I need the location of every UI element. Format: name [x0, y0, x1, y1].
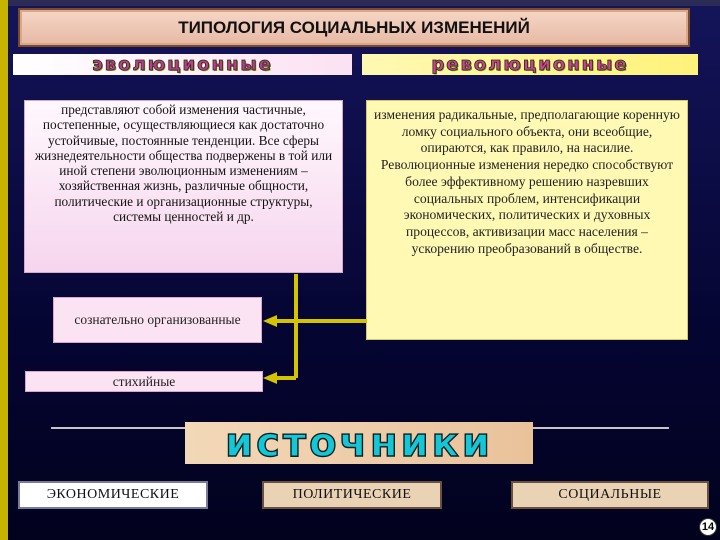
sources-heading: источники	[185, 422, 533, 464]
source-economic: ЭКОНОМИЧЕСКИЕ	[18, 481, 208, 509]
slide-title: ТИПОЛОГИЯ СОЦИАЛЬНЫХ ИЗМЕНЕНИЙ	[18, 8, 690, 47]
arrow-to-spontaneous	[263, 372, 277, 384]
subtype-bracket	[255, 272, 375, 387]
revolutionary-heading: революционные	[362, 54, 698, 75]
source-social: СОЦИАЛЬНЫЕ	[511, 481, 709, 509]
arrow-to-organized	[263, 315, 277, 327]
page-number-badge: 14	[699, 518, 717, 536]
evolutionary-heading: эволюционные	[13, 54, 352, 75]
evolutionary-description: представляют собой изменения частичные, постепенные, осуществляющиеся как достаточно устойчивые, постоянные тенденции. Все сферы жизнедеятельности общества подвержены в той или иной степени эволюционным изменениям – хозяйственная жизнь, различные общности, политические и организационные структуры, системы ценностей и др.	[24, 100, 343, 273]
left-frame-stripe	[0, 0, 8, 540]
subtype-spontaneous: стихийные	[25, 371, 263, 392]
revolutionary-description: изменения радикальные, предполагающие коренную ломку социального объекта, они всеобщие, опираются, как правило, на насилие. Революционные изменения нередко способствуют более эффективному решению назревших социальных проблем, интенсификации экономических, политических и духовных процессов, активизации масс населения – ускорению преобразований в обществе.	[366, 100, 688, 340]
subtype-organized: сознательно организованные	[53, 297, 262, 343]
source-political: ПОЛИТИЧЕСКИЕ	[262, 481, 442, 509]
